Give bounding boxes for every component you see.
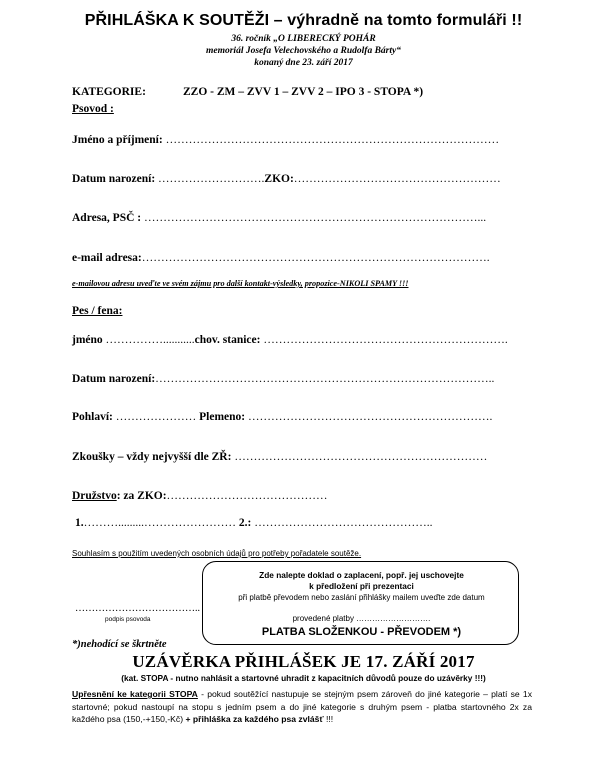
- handler-email-label: e-mail adresa:: [72, 252, 142, 264]
- signature-caption: podpis psovoda: [105, 616, 151, 623]
- dog-exams-field[interactable]: …………………………………………………………: [231, 451, 488, 463]
- signature-field[interactable]: ………………………………..: [75, 603, 200, 614]
- dog-sex-row: [72, 411, 492, 423]
- handler-birth-row: [72, 173, 501, 185]
- event-date: konaný dne 23. září 2017: [254, 58, 353, 68]
- dog-breed-label: Plemeno:: [199, 411, 246, 423]
- deadline-note: (kat. STOPA - nutno nahlásit a startovné uhradit z kapacitních důvodů pouze do uzávěrky !!!): [121, 673, 486, 683]
- team-zko-field[interactable]: ……………………………………: [166, 490, 328, 502]
- stopa-note-heading: Upřesnění ke kategorii STOPA: [72, 689, 198, 699]
- dog-kennel-label: chov. stanice:: [194, 334, 261, 346]
- dog-name-field[interactable]: ……………...........: [102, 334, 195, 346]
- consent-text: Souhlasím s použitím uvedených osobních údajů pro potřeby pořadatele soutěže.: [72, 549, 362, 558]
- stopa-note-text: - pokud soutěžící nastupuje se stejným psem zároveň do jiné kategorie – platí se 1x startovné; pokud nastoupí na stopu s jedním psem a do jiné kategorie s druhým psem - platba startovného 2x za každého psa (150,-+150,-Kč): [72, 689, 532, 725]
- category-label: KATEGORIE:: [72, 86, 146, 98]
- category-options[interactable]: ZZO - ZM – ZVV 1 – ZVV 2 – IPO 3 - STOPA *): [183, 86, 424, 98]
- payment-proof-box: [202, 561, 519, 645]
- handler-name-row: [72, 134, 499, 146]
- dog-name-row: [72, 334, 508, 346]
- email-note: e-mailovou adresu uveďte ve svém zájmu pro další kontakt-výsledky, propozice-NIKOLI SPAMY !!!: [72, 279, 409, 288]
- stopa-note-end: !!!: [323, 714, 334, 725]
- payment-box-line1: Zde nalepte doklad o zaplacení, popř. jej uschovejte: [259, 570, 464, 580]
- team-members-row: [75, 517, 432, 529]
- handler-section-heading: Psovod :: [72, 103, 114, 115]
- payment-date-field[interactable]: provedené platby ……………………….: [292, 614, 431, 623]
- dog-breed-field[interactable]: ……………………………………………………….: [245, 411, 493, 423]
- handler-address-field[interactable]: ……………………………………………………………………………...: [141, 212, 487, 224]
- handler-birth-field[interactable]: ……………………….: [155, 173, 265, 185]
- strike-footnote: *)nehodící se škrtněte: [72, 639, 167, 650]
- handler-email-field[interactable]: ……………………………………………………………………………….: [141, 252, 490, 264]
- team-slot2-field[interactable]: ………………………………………..: [251, 517, 433, 529]
- dog-birth-row: [72, 373, 494, 385]
- team-row: [72, 490, 328, 502]
- payment-method: PLATBA SLOŽENKOU - PŘEVODEM *): [261, 626, 462, 638]
- form-title: PŘIHLÁŠKA K SOUTĚŽI – výhradně na tomto formuláři !!: [84, 12, 523, 29]
- dog-name-label: jméno: [72, 334, 103, 346]
- team-label: Družstvo: [72, 490, 117, 502]
- dog-section-heading: Pes / fena:: [72, 305, 123, 317]
- event-edition: 36. ročník „O LIBERECKÝ POHÁR: [231, 34, 376, 44]
- team-slot1-field[interactable]: ……….........……………………: [83, 517, 236, 529]
- team-slot1-label: 1.: [75, 517, 84, 529]
- handler-name-label: Jméno a příjmení:: [72, 134, 163, 146]
- handler-zko-field[interactable]: ………………………………………………: [293, 173, 501, 185]
- stopa-note-emphasis: + přihláška za každého psa zvlášť: [185, 714, 324, 725]
- handler-email-row: [72, 252, 490, 264]
- dog-birth-label: Datum narození:: [72, 373, 156, 385]
- payment-box-line2: k předložení při prezentaci: [309, 581, 414, 591]
- team-zko-label: : za ZKO:: [116, 490, 167, 502]
- handler-address-row: [72, 212, 486, 224]
- event-memorial: memoriál Josefa Velechovského a Rudolfa Bárty“: [205, 46, 401, 56]
- team-slot2-label: 2.:: [238, 517, 252, 529]
- dog-birth-field[interactable]: ……………………………………………………………………………..: [155, 373, 495, 385]
- dog-kennel-field[interactable]: ……………………………………………………….: [260, 334, 508, 346]
- handler-zko-label: ZKO:: [264, 173, 294, 185]
- dog-exams-label: Zkoušky – vždy nejvyšší dle ZŘ:: [72, 451, 232, 463]
- handler-name-field[interactable]: ……………………………………………………………………………: [162, 134, 500, 146]
- payment-box-line3: při platbě převodem nebo zaslání přihlášky mailem uveďte zde datum: [238, 593, 485, 602]
- handler-birth-label: Datum narození:: [72, 173, 156, 185]
- dog-sex-label: Pohlaví:: [72, 411, 113, 423]
- dog-exams-row: [72, 451, 487, 463]
- handler-address-label: Adresa, PSČ :: [72, 212, 142, 224]
- dog-sex-field[interactable]: …………………: [112, 411, 197, 423]
- deadline-title: UZÁVĚRKA PŘIHLÁŠEK JE 17. ZÁŘÍ 2017: [132, 652, 475, 671]
- stopa-category-note: [72, 688, 532, 726]
